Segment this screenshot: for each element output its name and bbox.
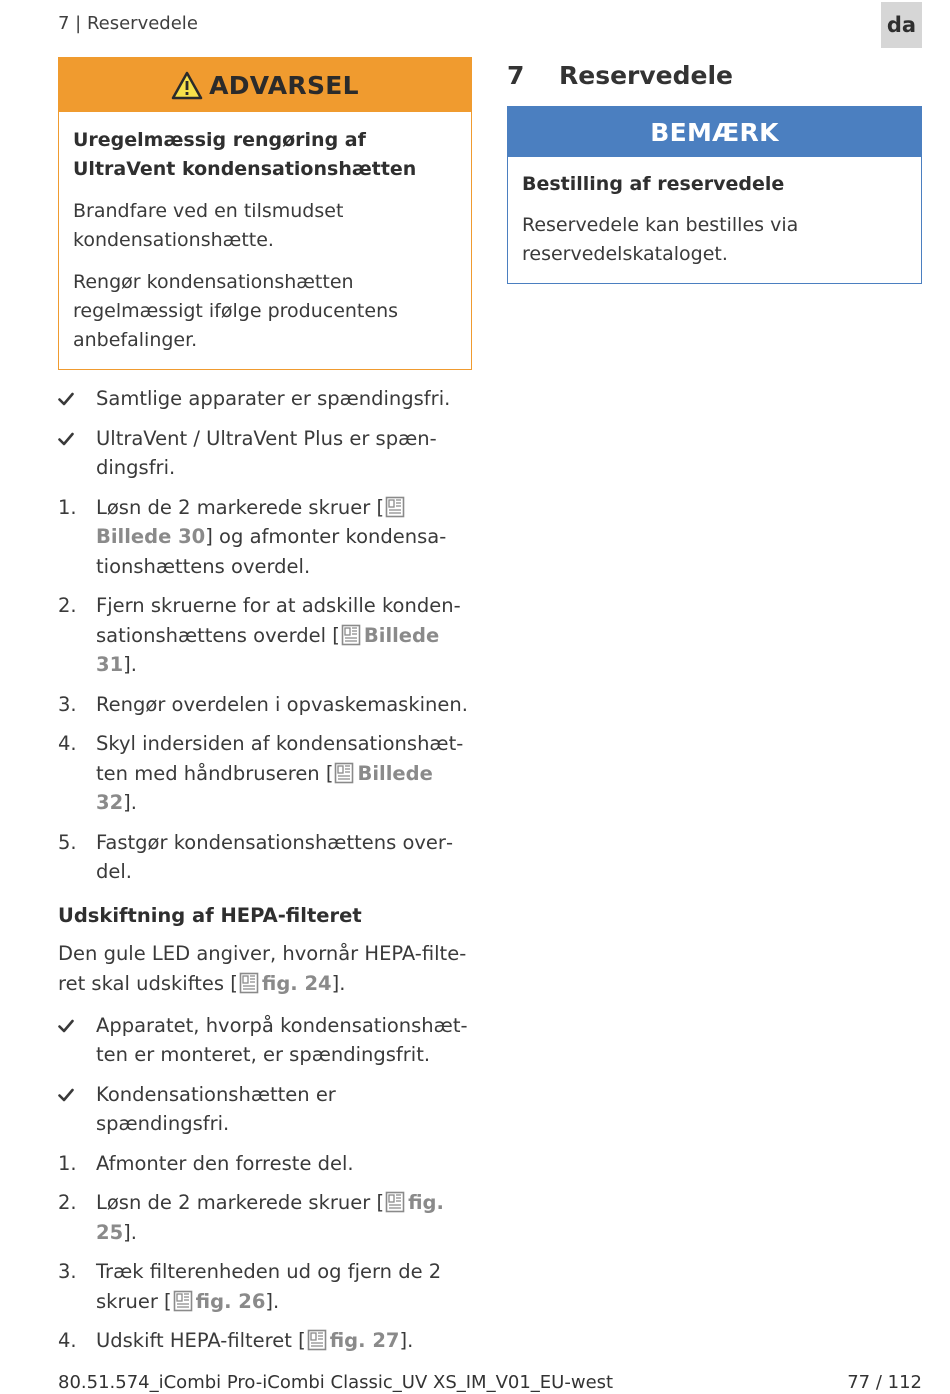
- list-item-text: Fjern skruerne for at adskille kondensationshættens overdel: [96, 594, 461, 647]
- figure-reference-label: Billede 30: [96, 525, 206, 548]
- list-item-text: Træk filterenheden ud og fjern de 2 skruer: [96, 1260, 442, 1313]
- step-number: 1.: [58, 1151, 77, 1175]
- list-item: [58, 690, 472, 720]
- list-item-text: UltraVent / UltraVent Plus er spændingsfri.: [96, 426, 437, 479]
- figure-reference-label: fig. 26: [195, 1289, 266, 1313]
- language-tab: da: [881, 2, 922, 48]
- hepa-intro-after: ].: [331, 971, 346, 995]
- list-item-text: Løsn de 2 markerede skruer: [96, 495, 371, 519]
- figure-reference-label: fig. 27: [329, 1329, 400, 1352]
- list-item-text-after: ].: [265, 1289, 280, 1313]
- notice-text: Reservedele kan bestilles via reservedelskataloget.: [522, 214, 799, 265]
- figure-reference-icon: [307, 1329, 327, 1351]
- list-item: [58, 384, 472, 414]
- hepa-intro: Den gule LED angiver, hvornår HEPA-filteret skal udskiftes [ fig. 24].: [58, 941, 467, 995]
- checkmark-icon: [58, 1088, 74, 1102]
- step-number: 2.: [58, 1191, 77, 1214]
- figure-reference-icon: [385, 1191, 405, 1213]
- figure-reference-icon: [385, 496, 405, 518]
- list-item: [58, 1080, 472, 1139]
- list-item-text-after: ].: [123, 1220, 137, 1244]
- checkmark-icon: [58, 392, 74, 406]
- step-number: 2.: [58, 594, 77, 617]
- figure-reference-label: fig. 24: [261, 971, 332, 995]
- notice-body: [508, 157, 921, 283]
- figure-reference-icon: [239, 972, 259, 994]
- footer-document-id: 80.51.574_iCombi Pro-iCombi Classic_UV XS_IM_V01_EU-west: [58, 1372, 614, 1393]
- section-name: Reservedele: [559, 60, 733, 90]
- list-item-text: Skyl indersiden af kondensationshætten med håndbruseren: [96, 732, 464, 785]
- warning-title: ADVARSEL: [209, 70, 359, 100]
- warning-triangle-icon: [171, 71, 203, 100]
- figure-reference-label: Billede 31: [96, 623, 440, 676]
- notice-header: [508, 107, 921, 157]
- warning-body: [59, 112, 471, 369]
- figure-reference-icon: [341, 624, 361, 646]
- list-item: 3. Træk filterenheden ud og fjern de 2 skruer [ fig. 26].: [58, 1257, 472, 1316]
- figure-reference[interactable]: [238, 972, 332, 995]
- warning-paragraph: Brandfare ved en tilsmudset kondensationshætte.: [73, 200, 344, 251]
- list-item-text: Kondensationshætten er spændingsfri.: [96, 1082, 336, 1135]
- notice-box: [507, 106, 922, 284]
- section-number: 7: [507, 60, 525, 90]
- notice-heading: Bestilling af reservedele: [522, 173, 785, 195]
- step-number: 4.: [58, 732, 77, 755]
- list-item: [58, 1011, 472, 1070]
- header-section-label: 7 | Reservedele: [58, 13, 198, 34]
- figure-reference[interactable]: [306, 1329, 400, 1352]
- warning-box: [58, 57, 472, 370]
- step-number: 3.: [58, 1260, 77, 1283]
- list-item-text: Rengør overdelen i opvaskemaskinen.: [96, 692, 468, 716]
- footer-page-number: 77 / 112: [847, 1372, 922, 1393]
- list-item-text: Afmonter den forreste del.: [96, 1151, 354, 1175]
- notice-title: BEMÆRK: [650, 117, 779, 147]
- step-number: 1.: [58, 495, 77, 519]
- figure-reference-icon: [334, 762, 354, 784]
- warning-heading: Uregelmæssig rengøring af UltraVent kondensationshætten: [73, 129, 417, 180]
- figure-reference-label: Billede 32: [96, 761, 433, 814]
- warning-header: [59, 58, 471, 112]
- step-number: 5.: [58, 830, 77, 854]
- list-item: 2. Løsn de 2 markerede skruer [ fig. 25].: [58, 1188, 472, 1247]
- list-item-text: Løsn de 2 markerede skruer: [96, 1191, 371, 1214]
- hepa-intro-text: Den gule LED angiver, hvornår HEPA-filteret skal udskiftes: [58, 941, 467, 995]
- step-number: 4.: [58, 1329, 77, 1352]
- list-item: 4. Skyl indersiden af kondensationshætten med håndbruseren [ Billede 32].: [58, 729, 472, 818]
- list-item-text-after: ].: [123, 653, 137, 676]
- list-item: 1. Løsn de 2 markerede skruer [Billede 30] og afmonter kondensationshættens overdel.: [58, 493, 472, 582]
- checkmark-icon: [58, 432, 74, 446]
- list-item: [58, 424, 472, 483]
- hepa-heading: Udskiftning af HEPA-filteret: [58, 903, 362, 927]
- list-item: [58, 1149, 472, 1179]
- list-item: [58, 828, 472, 887]
- warning-paragraph: Rengør kondensationshætten regelmæssigt ifølge producentens anbefalinger.: [73, 271, 399, 351]
- list-item-text: Fastgør kondensationshættens overdel.: [96, 830, 453, 883]
- figure-reference-icon: [173, 1290, 193, 1312]
- checkmark-icon: [58, 1019, 74, 1033]
- list-item-text-after: ] og afmonter kondensationshættens overdel.: [96, 525, 447, 578]
- list-item-text: Samtlige apparater er spændingsfri.: [96, 387, 451, 410]
- left-column: [58, 57, 472, 1366]
- figure-reference-label: fig. 25: [96, 1191, 444, 1244]
- list-item: 2. Fjern skruerne for at adskille kondensationshættens overdel [ Billede 31].: [58, 591, 472, 680]
- list-item-text-after: ].: [123, 791, 137, 814]
- list-item-text: Udskift HEPA-filteret: [96, 1329, 292, 1352]
- hepa-procedure-list: [58, 1011, 472, 1356]
- figure-reference[interactable]: [172, 1290, 266, 1313]
- step-number: 3.: [58, 692, 77, 716]
- right-column: [507, 57, 922, 284]
- section-title: [507, 58, 922, 92]
- list-item-text: Apparatet, hvorpå kondensationshætten er monteret, er spændingsfrit.: [96, 1013, 468, 1066]
- list-item: 4. Udskift HEPA-filteret [ fig. 27].: [58, 1326, 472, 1356]
- procedure-list: [58, 384, 472, 887]
- list-item-text-after: ].: [399, 1329, 414, 1352]
